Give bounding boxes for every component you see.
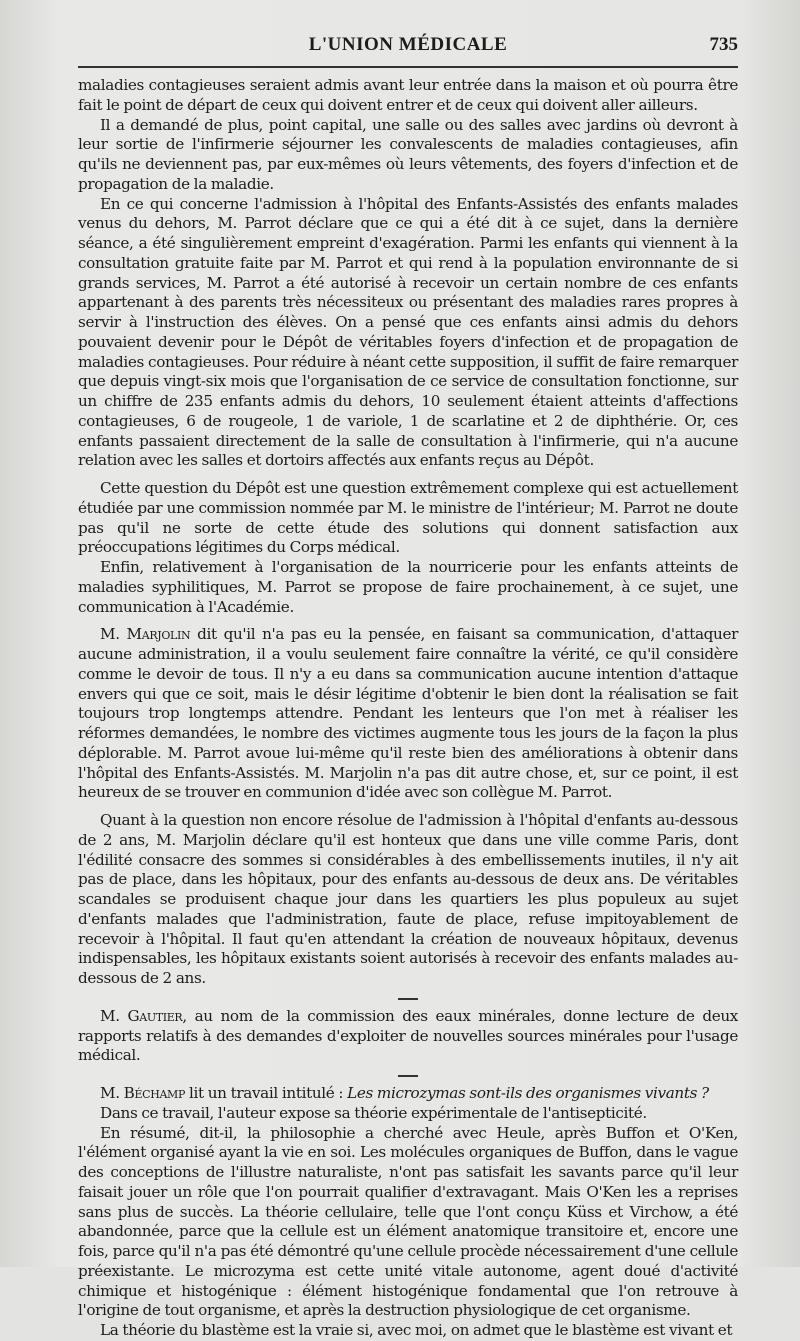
paragraph-10: Dans ce travail, l'auteur expose sa théorie expérimentale de l'antisepticité. [100, 1103, 647, 1122]
paragraph-8 [78, 1007, 738, 1066]
paragraph-11: En résumé, dit-il, la philosophie a cherché avec Heule, après Buffon et O'Ken, l'élément organisé ayant la vie en soi. Les molécules organiques de Buffon, dans le vague des conceptions de l'illustre naturaliste, n'ont pas satisfait les savants parce qu'il leur faisait jouer un rôle que l'on pourrait qualifier d'extravagant. Mais O'Ken les a reprises sans plus de succès. La théorie cellulaire, telle que l'ont conçu Küss et Virchow, a été abandonnée, parce que la cellule est un élément anatomique transitoire et, encore une fois, parce qu'il n'a pas été démontré qu'une cellule procède nécessairement d'une cellule préexistante. Le microzyma est cette unité vitale autonome, agent doué d'activité chimique et histogénique : élément histogénique fondamental que l'on retrouve à l'origine de tout organisme, et après la destruction physiologique de cet organisme. [78, 1123, 738, 1320]
paragraph-3: En ce qui concerne l'admission à l'hôpital des Enfants-Assistés des enfants malades venus du dehors, M. Parrot déclare que ce qui a été dit à ce sujet, dans la dernière séance, a été singulièrement empreint d'exagération. Parmi les enfants qui viennent à la consultation gratuite faite par M. Parrot et qui rend à la population environnante de si grands services, M. Parrot a été autorisé à recevoir un certain nombre de ces enfants appartenant à des parents très nécessiteux ou présentant des maladies rares propres à servir à l'instruction des élèves. On a pensé que ces enfants ainsi admis du dehors pouvaient devenir pour le Dépôt de véritables foyers d'infection et de propagation de maladies contagieuses. Pour réduire à néant cette supposition, il suffit de faire remarquer que depuis vingt-six mois que l'organisation de ce service de consultation fonctionne, sur un chiffre de 235 enfants admis du dehors, 10 seulement étaient atteints d'affections contagieuses, 6 de rougeole, 1 de variole, 1 de scarlatine et 2 de diphthérie. Or, ces enfants passaient directement de la salle de consultation à l'infirmerie, qui n'a aucune relation avec les salles et dortoirs affectés aux enfants reçus au Dépôt. [78, 194, 738, 470]
paragraph-2: Il a demandé de plus, point capital, une salle ou des salles avec jardins où devront à leur sortie de l'infirmerie séjourner les convalescents de maladies contagieuses, afin qu'ils ne deviennent pas, par eux-mêmes où leurs vêtements, des foyers d'infection et de propagation de la maladie. [78, 115, 738, 193]
speaker-name: M. Béchamp [100, 1084, 186, 1102]
paragraph-9-lead: lit un travail intitulé : [185, 1084, 348, 1102]
article-body [78, 76, 738, 1341]
paragraph-5: Enfin, relativement à l'organisation de la nourricerie pour les enfants atteints de maladies syphilitiques, M. Parrot se propose de faire prochainement, à ce sujet, une communication à l'Académie. [78, 558, 738, 616]
paragraph-6 [78, 625, 738, 803]
speaker-name: M. Gautier [100, 1006, 183, 1025]
paragraph-8-text: , au nom de la commission des eaux minérales, donne lecture de deux rapports relatifs à des demandes d'exploiter de nouvelles sources minérales pour l'usage médical. [78, 1006, 738, 1065]
section-separator [398, 1075, 418, 1077]
speaker-name: M. Marjolin [100, 625, 191, 644]
header-rule [78, 66, 738, 68]
paragraph-6-text: dit qu'il n'a pas eu la pensée, en faisant sa communication, d'attaquer aucune administration, il a voulu seulement faire connaître la vérité, ce qu'il considère comme le devoir de tous. Il n'y a eu dans sa communication aucune intention d'attaque envers qui que ce soit, mais le désir légitime d'obtenir le bien dont la réalisation se fait toujours trop longtemps attendre. Pendant les lenteurs que l'on met à réaliser les réformes demandées, le nombre des victimes augmente tous les jours de la façon la plus déplorable. M. Parrot avoue lui-même qu'il reste bien des améliorations à obtenir dans l'hôpital des Enfants-Assistés. M. Marjolin n'a pas dit autre chose, et, sur ce point, il est heureux de se trouver en communion d'idée avec son collègue M. Parrot. [78, 625, 739, 802]
paragraph-4: Cette question du Dépôt est une question extrêmement complexe qui est actuellement étudiée par une commission nommée par M. le ministre de l'intérieur; M. Parrot ne doute pas qu'il ne sorte de cette étude des solutions qui donnent satisfaction aux préoccupations légitimes du Corps médical. [78, 479, 738, 557]
paragraph-9 [78, 1084, 738, 1104]
paragraph-1: maladies contagieuses seraient admis avant leur entrée dans la maison et où pourra être fait le point de départ de ceux qui doivent entrer et de ceux qui doivent aller ailleurs. [78, 76, 738, 114]
journal-title: L'UNION MÉDICALE [308, 34, 508, 55]
work-title: Les microzymas sont-ils des organismes vivants ? [347, 1084, 709, 1102]
page-number: 735 [709, 34, 738, 55]
running-header [78, 34, 738, 64]
paragraph-12: La théorie du blastème est la vraie si, avec moi, on admet que le blastème est vivant et [100, 1321, 733, 1339]
section-separator [398, 998, 418, 1000]
paragraph-7: Quant à la question non encore résolue de l'admission à l'hôpital d'enfants au-dessous de 2 ans, M. Marjolin déclare qu'il est honteux que dans une ville comme Paris, dont l'édilité consacre des sommes si considérables à des embellissements inutiles, il n'y ait pas de place, dans les hôpitaux, pour des enfants au-dessous de deux ans. De véritables scandales se produisent chaque jour dans les quartiers les plus populeux au sujet d'enfants malades que l'administration, faute de place, refuse impitoyablement de recevoir à l'hôpital. Il faut qu'en attendant la création de nouveaux hôpitaux, devenus indispensables, les hôpitaux existants soient autorisés à recevoir des enfants malades au-dessous de 2 ans. [78, 811, 738, 987]
